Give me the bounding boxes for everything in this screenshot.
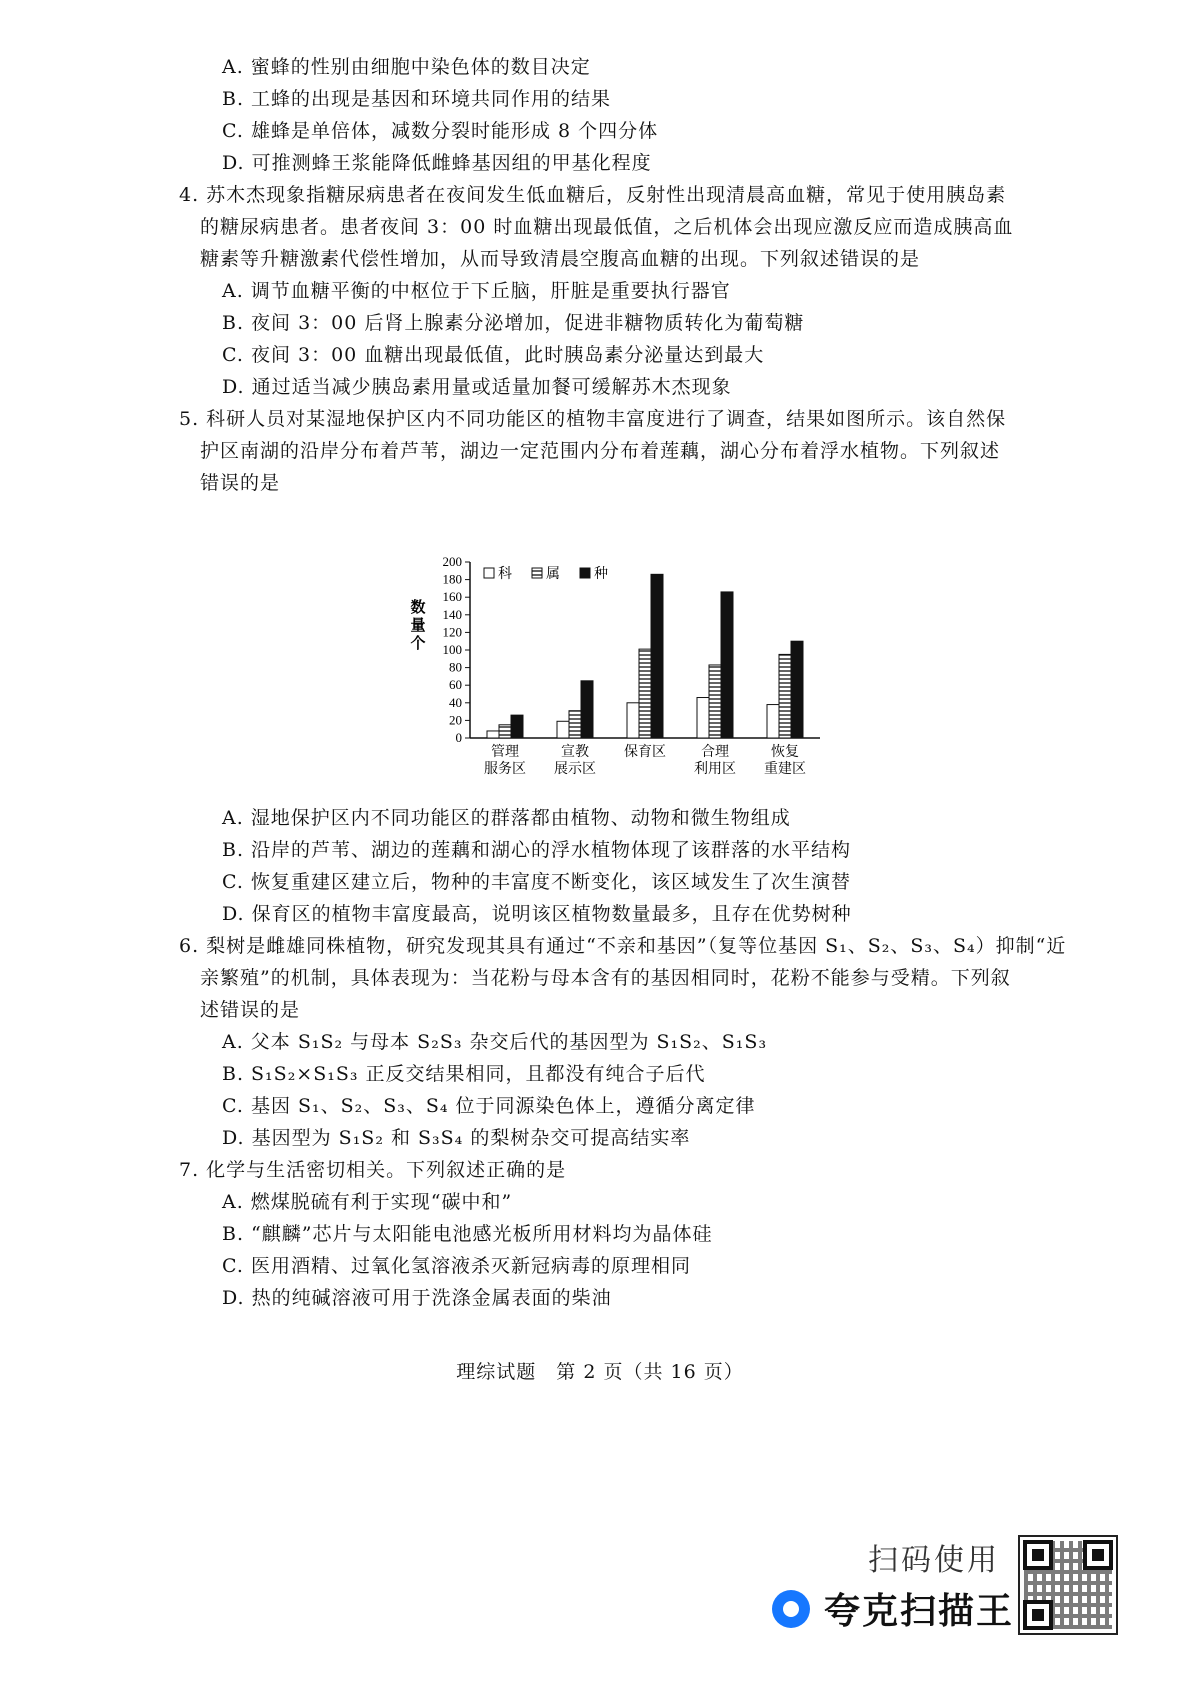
bar-科 [697,698,709,738]
q5-option-c: C. 恢复重建区建立后，物种的丰富度不断变化，该区域发生了次生演替 [222,871,851,893]
q7-option-b: B. “麒麟”芯片与太阳能电池感光板所用材料均为晶体硅 [222,1223,713,1245]
bar-种 [651,574,663,738]
bar-种 [581,681,593,738]
page-footer: 理综试题 第 2 页（共 16 页） [456,1361,744,1383]
bar-科 [767,705,779,738]
y-tick-label: 120 [442,624,462,640]
bar-属 [569,711,581,738]
q4-option-a: A. 调节血糖平衡的中枢位于下丘脑，肝脏是重要执行器官 [222,280,731,302]
brand-name: 夸克扫描王 [824,1591,1015,1632]
bar-种 [721,592,733,738]
q3-option-c: C. 雄蜂是单倍体，减数分裂时能形成 8 个四分体 [222,120,659,142]
bar-科 [627,703,639,738]
q7-option-a: A. 燃煤脱硫有利于实现“碳中和” [222,1191,513,1213]
y-tick-label: 60 [449,677,462,693]
scanner-brand [772,1583,1014,1634]
q6-option-c: C. 基因 S₁、S₂、S₃、S₄ 位于同源染色体上，遵循分离定律 [222,1095,756,1117]
q5-option-d: D. 保育区的植物丰富度最高，说明该区植物数量最多，且存在优势树种 [222,903,852,925]
q5-stem-line1: 5. 科研人员对某湿地保护区内不同功能区的植物丰富度进行了调查，结果如图所示。该自然保 [179,408,1007,430]
bar-属 [499,725,511,738]
bar-种 [791,641,803,738]
scan-to-use-text: 扫码使用 [868,1543,1000,1578]
q4-stem-line1: 4. 苏木杰现象指糖尿病患者在夜间发生低血糖后，反射性出现清晨高血糖，常见于使用胰岛素 [179,184,1007,206]
y-axis-label-char: 个 [410,634,426,652]
x-tick-label: 恢复 [771,744,799,760]
q6-stem-line2: 亲繁殖”的机制，具体表现为：当花粉与母本含有的基因相同时，花粉不能参与受精。下列叙 [200,967,1011,989]
x-tick-label: 重建区 [764,761,806,777]
y-tick-label: 180 [442,571,462,587]
q6-stem-line1: 6. 梨树是雌雄同株植物，研究发现其具有通过“不亲和基因”（复等位基因 S₁、S₂、S₃、S₄）抑制“近 [179,935,1067,957]
legend-swatch-科 [484,568,494,578]
legend-swatch-种 [580,568,590,578]
q4-stem-line3: 糖素等升糖激素代偿性增加，从而导致清晨空腹高血糖的出现。下列叙述错误的是 [200,248,921,270]
q4-option-c: C. 夜间 3：00 血糖出现最低值，此时胰岛素分泌量达到最大 [222,344,765,366]
q5-stem-line3: 错误的是 [200,472,281,494]
x-tick-label: 展示区 [554,761,596,777]
bar-科 [557,721,569,738]
richness-bar-chart [400,550,860,810]
q5-stem-line2: 护区南湖的沿岸分布着芦苇，湖边一定范围内分布着莲藕，湖心分布着浮水植物。下列叙述 [200,440,1001,462]
q6-stem-line3: 述错误的是 [200,999,301,1021]
bar-属 [639,649,651,738]
bar-科 [487,731,499,738]
bar-属 [709,665,721,738]
brand-logo-icon [772,1590,810,1628]
q4-stem-line2: 的糖尿病患者。患者夜间 3：00 时血糖出现最低值，之后机体会出现应激反应而造成胰高血 [200,216,1014,238]
bar-种 [511,715,523,738]
x-tick-label: 宣教 [561,744,589,760]
legend-swatch-属 [532,568,542,578]
legend-label: 种 [594,566,608,582]
bar-属 [779,654,791,738]
x-tick-label: 管理 [491,744,519,760]
y-tick-label: 20 [449,712,462,728]
q6-option-d: D. 基因型为 S₁S₂ 和 S₃S₄ 的梨树杂交可提高结实率 [222,1127,691,1149]
q5-option-b: B. 沿岸的芦苇、湖边的莲藕和湖心的浮水植物体现了该群落的水平结构 [222,839,852,861]
y-tick-label: 0 [455,730,462,745]
q5-option-a: A. 湿地保护区内不同功能区的群落都由植物、动物和微生物组成 [222,807,791,829]
q7-option-d: D. 热的纯碱溶液可用于洗涤金属表面的柴油 [222,1287,612,1309]
x-tick-label: 利用区 [694,761,736,777]
y-tick-label: 200 [442,554,462,569]
legend-label: 属 [546,566,560,582]
x-tick-label: 合理 [701,744,729,760]
q7-option-c: C. 医用酒精、过氧化氢溶液杀灭新冠病毒的原理相同 [222,1255,691,1277]
q6-option-a: A. 父本 S₁S₂ 与母本 S₂S₃ 杂交后代的基因型为 S₁S₂、S₁S₃ [222,1031,768,1053]
q4-option-b: B. 夜间 3：00 后肾上腺素分泌增加，促进非糖物质转化为葡萄糖 [222,312,805,334]
q4-option-d: D. 通过适当减少胰岛素用量或适量加餐可缓解苏木杰现象 [222,376,732,398]
qr-code-icon[interactable] [1018,1535,1118,1635]
y-axis-label-char: 数 [410,598,426,616]
y-tick-label: 140 [442,606,462,622]
legend-label: 科 [498,566,512,582]
y-tick-label: 80 [449,659,462,675]
y-tick-label: 160 [442,589,462,605]
x-tick-label: 保育区 [624,744,666,760]
y-tick-label: 100 [442,642,462,657]
q3-option-b: B. 工蜂的出现是基因和环境共同作用的结果 [222,88,612,110]
y-tick-label: 40 [449,694,462,710]
q6-option-b: B. S₁S₂×S₁S₃ 正反交结果相同，且都没有纯合子后代 [222,1063,706,1085]
q3-option-a: A. 蜜蜂的性别由细胞中染色体的数目决定 [222,56,591,78]
y-axis-label-char: 量 [410,616,426,634]
q3-option-d: D. 可推测蜂王浆能降低雌蜂基因组的甲基化程度 [222,152,652,174]
q7-stem-line1: 7. 化学与生活密切相关。下列叙述正确的是 [179,1159,567,1181]
x-tick-label: 服务区 [484,761,526,777]
